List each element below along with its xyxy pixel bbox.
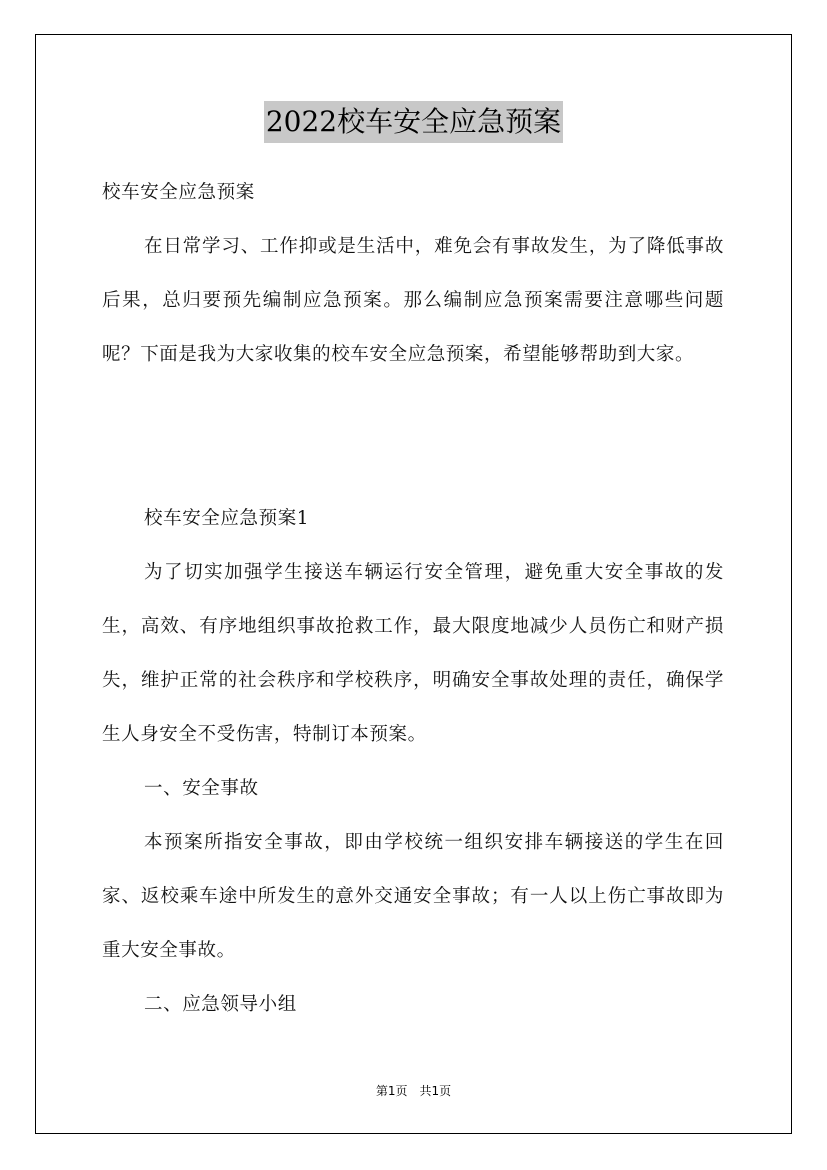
section-heading-safety-accident: 一、安全事故	[144, 778, 259, 799]
section-heading-plan-1: 校车安全应急预案1	[144, 508, 310, 529]
paragraph-intro: 在日常学习、工作抑或是生活中，难免会有事故发生，为了降低事故后果，总归要预先编制应急预案。那么编制应急预案需要注意哪些问题呢？下面是我为大家收集的校车安全应急预案，希望能够帮助到大家。	[102, 236, 724, 365]
paragraph-subtitle: 校车安全应急预案	[102, 182, 255, 203]
paragraph-purpose: 为了切实加强学生接送车辆运行安全管理，避免重大安全事故的发生，高效、有序地组织事故抢救工作，最大限度地减少人员伤亡和财产损失，维护正常的社会秩序和学校秩序，明确安全事故处理的责任，确保学生人身安全不受伤害，特制订本预案。	[102, 562, 724, 745]
paragraph-accident-definition: 本预案所指安全事故，即由学校统一组织安排车辆接送的学生在回家、返校乘车途中所发生的意外交通安全事故；有一人以上伤亡事故即为重大安全事故。	[102, 832, 724, 961]
title-container	[0, 101, 827, 143]
section-heading-leadership-group: 二、应急领导小组	[144, 994, 297, 1015]
document-title: 2022校车安全应急预案	[264, 101, 563, 143]
page-number-footer: 第1页 共1页	[375, 1084, 452, 1098]
